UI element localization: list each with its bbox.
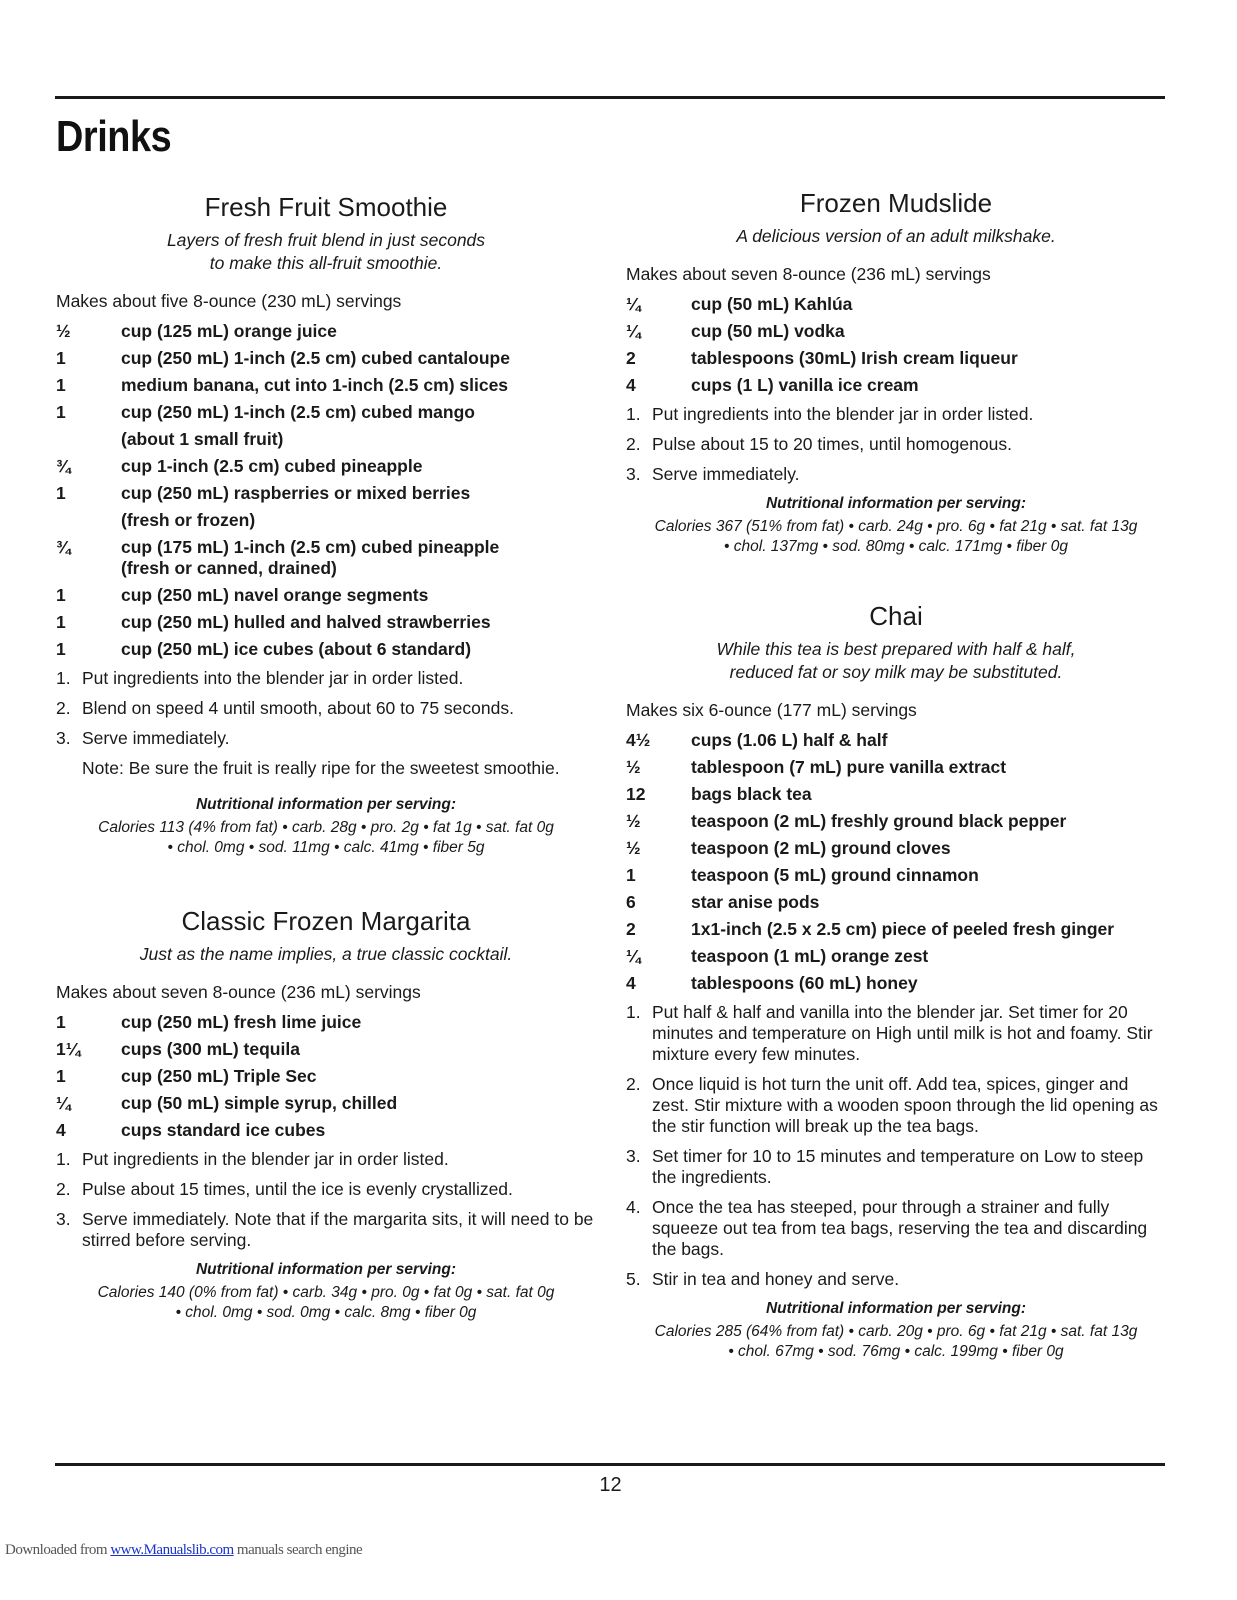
step-text: Once liquid is hot turn the unit off. Add tea, spices, ginger and zest. Stir mixture with a wooden spoon through the lid opening as the stir function will break up the tea bags. bbox=[652, 1074, 1158, 1136]
ingredient-qty: 4 bbox=[626, 375, 636, 395]
step-text: Put ingredients in the blender jar in order listed. bbox=[82, 1149, 449, 1169]
ingredient-line: cups standard ice cubes bbox=[121, 1120, 326, 1140]
ingredient-row bbox=[626, 946, 1166, 967]
ingredient-line: cup (50 mL) simple syrup, chilled bbox=[121, 1093, 398, 1113]
ingredient-row bbox=[56, 1093, 596, 1114]
ingredient-row bbox=[626, 784, 1166, 805]
recipe-note: Note: Be sure the fruit is really ripe for the sweetest smoothie. bbox=[82, 758, 560, 778]
intro-line: Just as the name implies, a true classic cocktail. bbox=[139, 944, 513, 964]
ingredient-desc bbox=[691, 321, 1166, 342]
ingredient-list bbox=[56, 1012, 596, 1141]
step-list bbox=[626, 1002, 1166, 1290]
nutrition-info bbox=[626, 494, 1166, 557]
ingredient-line: cup (250 mL) raspberries or mixed berries bbox=[121, 483, 471, 503]
nutrition-line: • chol. 0mg • sod. 11mg • calc. 41mg • fiber 5g bbox=[167, 839, 485, 856]
ingredient-desc bbox=[121, 402, 596, 450]
ingredient-line: cup 1-inch (2.5 cm) cubed pineapple bbox=[121, 456, 423, 476]
ingredient-line: tablespoons (30mL) Irish cream liqueur bbox=[691, 348, 1018, 368]
step-text: Put ingredients into the blender jar in order listed. bbox=[652, 404, 1034, 424]
ingredient-qty: 1 bbox=[56, 585, 66, 605]
intro-line: Layers of fresh fruit blend in just seconds bbox=[166, 230, 486, 250]
step-number: 4. bbox=[626, 1197, 641, 1217]
recipe-smoothie bbox=[56, 192, 596, 858]
ingredient-row bbox=[626, 321, 1166, 342]
step-item bbox=[626, 1146, 1166, 1188]
step-text: Set timer for 10 to 15 minutes and temperature on Low to steep the ingredients. bbox=[652, 1146, 1144, 1187]
ingredient-row bbox=[626, 757, 1166, 778]
recipe-title: Chai bbox=[869, 601, 923, 631]
top-rule bbox=[55, 96, 1165, 99]
ingredient-desc bbox=[691, 375, 1166, 396]
ingredient-desc bbox=[121, 456, 596, 477]
step-text: Put half & half and vanilla into the blender jar. Set timer for 20 minutes and temperature on High until milk is hot and foamy. Stir mixture every few minutes. bbox=[652, 1002, 1153, 1064]
nutrition-heading: Nutritional information per serving: bbox=[195, 1261, 457, 1278]
ingredient-line: cup (250 mL) Triple Sec bbox=[121, 1066, 317, 1086]
ingredient-desc bbox=[121, 348, 596, 369]
footer-suffix: manuals search engine bbox=[233, 1542, 363, 1558]
ingredient-row bbox=[56, 612, 596, 633]
ingredient-row bbox=[56, 585, 596, 606]
ingredient-desc bbox=[691, 730, 1166, 751]
ingredient-qty: ¾ bbox=[56, 537, 71, 557]
step-text: Put ingredients into the blender jar in order listed. bbox=[82, 668, 464, 688]
ingredient-line: cup (125 mL) orange juice bbox=[121, 321, 337, 341]
nutrition-line: • chol. 67mg • sod. 76mg • calc. 199mg • fiber 0g bbox=[728, 1343, 1064, 1360]
ingredient-desc bbox=[121, 1120, 596, 1141]
manualslib-link[interactable]: www.Manualslib.com bbox=[110, 1542, 234, 1558]
ingredient-desc bbox=[121, 1093, 596, 1114]
step-item bbox=[626, 1197, 1166, 1260]
ingredient-desc bbox=[691, 811, 1166, 832]
ingredient-line: tablespoon (7 mL) pure vanilla extract bbox=[691, 757, 1007, 777]
ingredient-row bbox=[626, 865, 1166, 886]
recipe-intro bbox=[626, 638, 1166, 684]
ingredient-qty: ½ bbox=[626, 757, 641, 777]
step-number: 2. bbox=[56, 698, 71, 718]
ingredient-row bbox=[56, 1012, 596, 1033]
ingredient-line: tablespoons (60 mL) honey bbox=[691, 973, 918, 993]
ingredient-desc bbox=[121, 483, 596, 531]
ingredient-line: cups (300 mL) tequila bbox=[121, 1039, 300, 1059]
ingredient-line: cup (250 mL) ice cubes (about 6 standard) bbox=[121, 639, 472, 659]
step-text: Once the tea has steeped, pour through a strainer and fully squeeze out tea from tea bags, reserving the tea and discarding the bags. bbox=[652, 1197, 1148, 1259]
step-number: 2. bbox=[56, 1179, 71, 1199]
nutrition-line: Calories 140 (0% from fat) • carb. 34g • pro. 0g • fat 0g • sat. fat 0g bbox=[97, 1284, 555, 1301]
ingredient-qty: 1 bbox=[56, 1012, 66, 1032]
nutrition-line: Calories 113 (4% from fat) • carb. 28g • pro. 2g • fat 1g • sat. fat 0g bbox=[98, 819, 554, 836]
ingredient-qty: ¼ bbox=[56, 1093, 71, 1113]
ingredient-qty: ¼ bbox=[626, 321, 641, 341]
ingredient-list bbox=[56, 321, 596, 660]
ingredient-row bbox=[626, 973, 1166, 994]
nutrition-info bbox=[626, 1299, 1166, 1362]
ingredient-qty: 1 bbox=[56, 639, 66, 659]
step-number: 1. bbox=[56, 1149, 71, 1169]
step-text: Serve immediately. bbox=[652, 464, 800, 484]
step-item bbox=[626, 1269, 1166, 1290]
recipe-yield: Makes about seven 8-ounce (236 mL) servings bbox=[626, 264, 991, 284]
step-item bbox=[56, 1149, 596, 1170]
recipe-mudslide bbox=[626, 188, 1166, 557]
step-number: 5. bbox=[626, 1269, 641, 1289]
ingredient-desc bbox=[691, 784, 1166, 805]
nutrition-info bbox=[56, 1260, 596, 1323]
ingredient-desc bbox=[121, 375, 596, 396]
ingredient-line: cup (250 mL) 1-inch (2.5 cm) cubed mango bbox=[121, 402, 475, 422]
step-text: Serve immediately. Note that if the margarita sits, it will need to be stirred before serving. bbox=[82, 1209, 594, 1250]
ingredient-qty: 4½ bbox=[626, 730, 651, 750]
ingredient-row bbox=[56, 348, 596, 369]
ingredient-row bbox=[56, 321, 596, 342]
recipe-title: Fresh Fruit Smoothie bbox=[204, 192, 448, 222]
nutrition-heading: Nutritional information per serving: bbox=[765, 495, 1027, 512]
step-number: 3. bbox=[56, 728, 71, 748]
step-number: 3. bbox=[56, 1209, 71, 1229]
ingredient-desc bbox=[121, 321, 596, 342]
recipe-yield: Makes six 6-ounce (177 mL) servings bbox=[626, 700, 917, 720]
ingredient-desc bbox=[121, 537, 596, 579]
step-item bbox=[626, 1002, 1166, 1065]
nutrition-heading: Nutritional information per serving: bbox=[195, 796, 457, 813]
ingredient-qty: 4 bbox=[56, 1120, 66, 1140]
ingredient-row bbox=[56, 1066, 596, 1087]
ingredient-desc bbox=[121, 612, 596, 633]
step-list bbox=[56, 668, 596, 749]
nutrition-heading: Nutritional information per serving: bbox=[765, 1300, 1027, 1317]
step-number: 2. bbox=[626, 1074, 641, 1094]
step-text: Stir in tea and honey and serve. bbox=[652, 1269, 900, 1289]
intro-line: While this tea is best prepared with half & half, bbox=[716, 639, 1076, 659]
step-item bbox=[56, 698, 596, 719]
step-list bbox=[56, 1149, 596, 1251]
ingredient-line: cup (250 mL) hulled and halved strawberries bbox=[121, 612, 491, 632]
ingredient-row bbox=[626, 838, 1166, 859]
ingredient-line: teaspoon (5 mL) ground cinnamon bbox=[691, 865, 979, 885]
ingredient-qty: 6 bbox=[626, 892, 636, 912]
recipe-intro bbox=[56, 229, 596, 275]
ingredient-qty: 1 bbox=[56, 483, 66, 503]
nutrition-line: • chol. 137mg • sod. 80mg • calc. 171mg • fiber 0g bbox=[724, 538, 1068, 555]
ingredient-row bbox=[56, 456, 596, 477]
step-number: 1. bbox=[626, 404, 641, 424]
left-column bbox=[56, 192, 596, 1323]
step-number: 2. bbox=[626, 434, 641, 454]
ingredient-desc bbox=[691, 294, 1166, 315]
ingredient-desc bbox=[121, 1012, 596, 1033]
ingredient-line: cup (175 mL) 1-inch (2.5 cm) cubed pineapple bbox=[121, 537, 500, 557]
ingredient-row bbox=[626, 919, 1166, 940]
ingredient-qty: 4 bbox=[626, 973, 636, 993]
footer-prefix: Downloaded from bbox=[5, 1542, 111, 1558]
ingredient-row bbox=[56, 1039, 596, 1060]
step-item bbox=[626, 464, 1166, 485]
ingredient-qty: 12 bbox=[626, 784, 646, 804]
ingredient-line: 1x1-inch (2.5 x 2.5 cm) piece of peeled fresh ginger bbox=[691, 919, 1115, 939]
ingredient-qty: 2 bbox=[626, 919, 636, 939]
ingredient-row bbox=[56, 537, 596, 579]
step-text: Pulse about 15 to 20 times, until homogenous. bbox=[652, 434, 1012, 454]
ingredient-qty: 2 bbox=[626, 348, 636, 368]
right-column bbox=[626, 188, 1166, 1362]
step-item bbox=[626, 434, 1166, 455]
bottom-rule bbox=[55, 1463, 1165, 1466]
intro-line: A delicious version of an adult milkshake. bbox=[736, 226, 1056, 246]
ingredient-line: medium banana, cut into 1-inch (2.5 cm) slices bbox=[121, 375, 509, 395]
ingredient-desc bbox=[121, 1039, 596, 1060]
page-number: 12 bbox=[599, 1474, 622, 1496]
ingredient-row bbox=[626, 348, 1166, 369]
ingredient-line: star anise pods bbox=[691, 892, 820, 912]
nutrition-line: Calories 285 (64% from fat) • carb. 20g • pro. 6g • fat 21g • sat. fat 13g bbox=[654, 1323, 1138, 1340]
page-title: Drinks bbox=[56, 112, 172, 161]
step-item bbox=[56, 1209, 596, 1251]
ingredient-row bbox=[56, 375, 596, 396]
ingredient-line: cups (1 L) vanilla ice cream bbox=[691, 375, 919, 395]
step-number: 1. bbox=[56, 668, 71, 688]
ingredient-line: (about 1 small fruit) bbox=[121, 429, 284, 449]
ingredient-row bbox=[626, 811, 1166, 832]
ingredient-row bbox=[626, 294, 1166, 315]
ingredient-line: cup (50 mL) Kahlúa bbox=[691, 294, 853, 314]
ingredient-desc bbox=[691, 838, 1166, 859]
ingredient-desc bbox=[121, 585, 596, 606]
step-text: Blend on speed 4 until smooth, about 60 to 75 seconds. bbox=[82, 698, 514, 718]
intro-line: to make this all-fruit smoothie. bbox=[209, 253, 443, 273]
ingredient-qty: ¼ bbox=[626, 294, 641, 314]
ingredient-qty: 1 bbox=[56, 375, 66, 395]
step-item bbox=[56, 668, 596, 689]
ingredient-line: cup (50 mL) vodka bbox=[691, 321, 845, 341]
recipe-yield: Makes about seven 8-ounce (236 mL) servings bbox=[56, 982, 421, 1002]
recipe-yield: Makes about five 8-ounce (230 mL) servings bbox=[56, 291, 402, 311]
ingredient-list bbox=[626, 730, 1166, 994]
ingredient-desc bbox=[691, 919, 1166, 940]
step-number: 3. bbox=[626, 1146, 641, 1166]
ingredient-qty: ¾ bbox=[56, 456, 71, 476]
ingredient-qty: 1 bbox=[626, 865, 636, 885]
nutrition-line: Calories 367 (51% from fat) • carb. 24g • pro. 6g • fat 21g • sat. fat 13g bbox=[654, 518, 1138, 535]
ingredient-line: teaspoon (1 mL) orange zest bbox=[691, 946, 929, 966]
ingredient-line: (fresh or frozen) bbox=[121, 510, 256, 530]
ingredient-desc bbox=[121, 639, 596, 660]
download-footer bbox=[5, 1542, 362, 1559]
ingredient-line: teaspoon (2 mL) ground cloves bbox=[691, 838, 951, 858]
ingredient-row bbox=[56, 402, 596, 450]
ingredient-desc bbox=[691, 892, 1166, 913]
ingredient-qty: 1 bbox=[56, 1066, 66, 1086]
ingredient-line: bags black tea bbox=[691, 784, 812, 804]
ingredient-row bbox=[56, 483, 596, 531]
step-number: 1. bbox=[626, 1002, 641, 1022]
ingredient-qty: ¼ bbox=[626, 946, 641, 966]
step-item bbox=[626, 1074, 1166, 1137]
recipe-intro bbox=[626, 225, 1166, 248]
recipe-title: Frozen Mudslide bbox=[799, 188, 993, 218]
intro-line: reduced fat or soy milk may be substituted. bbox=[729, 662, 1063, 682]
ingredient-line: cup (250 mL) navel orange segments bbox=[121, 585, 429, 605]
ingredient-line: (fresh or canned, drained) bbox=[121, 558, 337, 578]
recipe-chai bbox=[626, 601, 1166, 1362]
step-list bbox=[626, 404, 1166, 485]
ingredient-desc bbox=[121, 1066, 596, 1087]
ingredient-qty: ½ bbox=[626, 811, 641, 831]
ingredient-desc bbox=[691, 946, 1166, 967]
ingredient-row bbox=[626, 730, 1166, 751]
ingredient-qty: ½ bbox=[56, 321, 71, 341]
ingredient-desc bbox=[691, 973, 1166, 994]
ingredient-list bbox=[626, 294, 1166, 396]
ingredient-qty: ½ bbox=[626, 838, 641, 858]
ingredient-qty: 1 bbox=[56, 402, 66, 422]
recipe-margarita bbox=[56, 906, 596, 1323]
ingredient-qty: 1 bbox=[56, 612, 66, 632]
ingredient-row bbox=[56, 1120, 596, 1141]
nutrition-info bbox=[56, 795, 596, 858]
ingredient-line: cups (1.06 L) half & half bbox=[691, 730, 888, 750]
nutrition-line: • chol. 0mg • sod. 0mg • calc. 8mg • fiber 0g bbox=[175, 1304, 477, 1321]
ingredient-qty: 1¼ bbox=[56, 1039, 81, 1059]
step-text: Pulse about 15 times, until the ice is evenly crystallized. bbox=[82, 1179, 513, 1199]
step-item bbox=[626, 404, 1166, 425]
step-number: 3. bbox=[626, 464, 641, 484]
ingredient-qty: 1 bbox=[56, 348, 66, 368]
ingredient-line: cup (250 mL) fresh lime juice bbox=[121, 1012, 362, 1032]
step-item bbox=[56, 728, 596, 749]
ingredient-line: teaspoon (2 mL) freshly ground black pepper bbox=[691, 811, 1067, 831]
ingredient-desc bbox=[691, 865, 1166, 886]
ingredient-row bbox=[56, 639, 596, 660]
ingredient-desc bbox=[691, 348, 1166, 369]
ingredient-row bbox=[626, 892, 1166, 913]
step-text: Serve immediately. bbox=[82, 728, 230, 748]
recipe-intro bbox=[56, 943, 596, 966]
step-item bbox=[56, 1179, 596, 1200]
ingredient-desc bbox=[691, 757, 1166, 778]
recipe-title: Classic Frozen Margarita bbox=[181, 906, 471, 936]
ingredient-row bbox=[626, 375, 1166, 396]
ingredient-line: cup (250 mL) 1-inch (2.5 cm) cubed cantaloupe bbox=[121, 348, 510, 368]
